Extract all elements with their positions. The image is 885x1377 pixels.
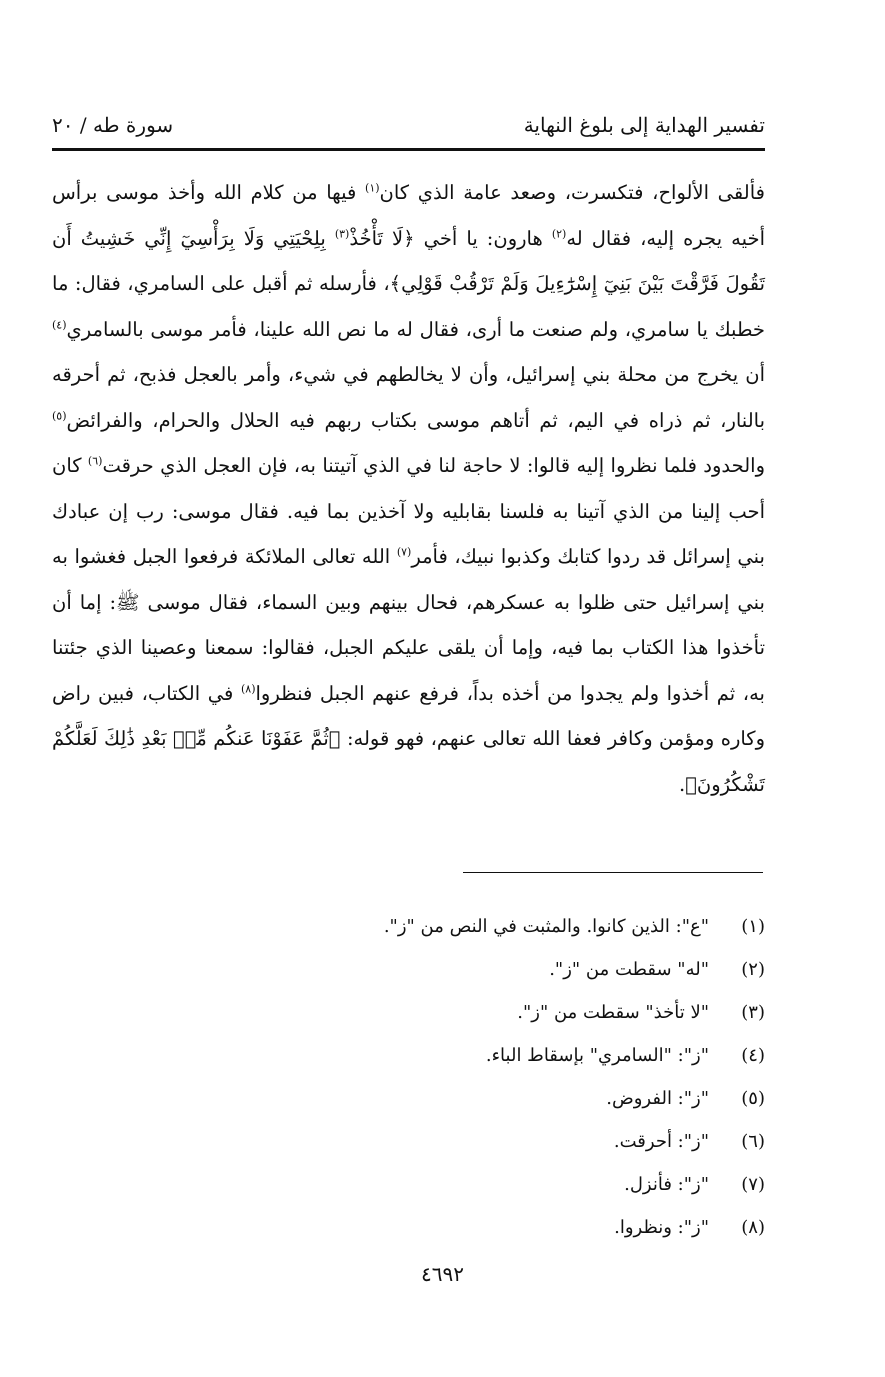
text-segment: أن يخرج من محلة بني إسرائيل، وأن لا يخالطهم في شيء، وأمر بالعجل فذبح، ثم أحرقه بالنار، ثم ذراه في اليم، ثم أتاهم موسى بكتاب ربهم فيه الحلال والحرام، والفرائض bbox=[52, 363, 765, 432]
text-segment: هارون: يا أخي ﴿لَا تَأْخُذْ bbox=[349, 226, 552, 250]
footnote-number: (٢) bbox=[741, 959, 765, 980]
footnote-ref: (٣) bbox=[334, 227, 350, 240]
main-text bbox=[52, 170, 765, 807]
footnote-item bbox=[200, 991, 765, 1034]
footnote-ref: (٢) bbox=[551, 227, 567, 240]
footnote-number: (٦) bbox=[741, 1131, 765, 1152]
main-paragraph bbox=[52, 170, 765, 807]
text-segment: بِلِحْيَتِي وَلَا بِرَأْسِيٓ إِنِّي خَشِيتُ أَن تَقُولَ فَرَّقْتَ بَيْنَ بَنِيٓ إِسْرَٰٓءِيلَ وَلَمْ تَرْقُبْ قَوْلِي﴾، فأرسله ثم أقبل على السامري، فقال: ما خطبك يا سامري، ولم صنعت ما أرى، فقال له ما نص الله علينا، فأمر موسى بالسامري bbox=[52, 226, 765, 341]
footnote-text: "ز": ونظروا. bbox=[614, 1217, 709, 1238]
footnote-text: "ز": أحرقت. bbox=[613, 1131, 709, 1152]
text-segment: فيها من كلام الله وأخذ موسى برأس أخيه يجره إليه، فقال له bbox=[52, 181, 765, 250]
text-segment: الله تعالى الملائكة فرفعوا الجبل فغشوا به بني إسرائيل حتى ظلوا به عسكرهم، فحال بينهم وبين السماء، فقال موسى ﷺ: إما أن تأخذوا هذا الكتاب بما فيه، وإما أن يلقى عليكم الجبل، فقالوا: سمعنا وعصينا الذي جئتنا به، ثم أخذوا ولم يجدوا من أخذه بداً، فرفع عنهم الجبل فنظروا bbox=[52, 545, 765, 705]
footnote-number: (٣) bbox=[741, 1002, 765, 1023]
footnote-separator bbox=[463, 872, 763, 873]
book-title: تفسير الهداية إلى بلوغ النهاية bbox=[523, 113, 765, 137]
text-segment: كان أحب إلينا من الذي آتينا به فلسنا بقابليه ولا آخذين بما فيه. فقال موسى: رب إن عبادك بني إسرائل قد ردوا كتابك وكذبوا نبيك، فأمر bbox=[52, 454, 765, 568]
text-segment: فألقى الألواح، فتكسرت، وصعد عامة الذي كان bbox=[379, 181, 765, 204]
footnote-number: (٧) bbox=[741, 1174, 765, 1195]
text-segment: والحدود فلما نظروا إليه قالوا: لا حاجة لنا في الذي آتيتنا به، فإن العجل الذي حرقت bbox=[102, 454, 765, 477]
footnote-item bbox=[200, 905, 765, 948]
footnote-number: (٤) bbox=[741, 1045, 765, 1066]
header-rule bbox=[52, 148, 765, 151]
footnote-item bbox=[200, 1120, 765, 1163]
running-header bbox=[52, 108, 765, 142]
footnote-text: "ز": "السامري" بإسقاط الباء. bbox=[485, 1045, 709, 1066]
footnote-ref: (٤) bbox=[52, 318, 67, 331]
footnote-item bbox=[200, 948, 765, 991]
footnote-item bbox=[200, 1077, 765, 1120]
page-number: ٤٦٩٢ bbox=[421, 1262, 464, 1286]
footnote-ref: (٦) bbox=[87, 454, 103, 468]
footnote-number: (٥) bbox=[741, 1088, 765, 1109]
footnote-number: (٨) bbox=[741, 1217, 765, 1238]
footnote-ref: (٨) bbox=[240, 682, 256, 695]
footnote-text: "ز": الفروض. bbox=[606, 1088, 709, 1109]
footnote-number: (١) bbox=[741, 916, 765, 937]
footnote-text: "ع": الذين كانوا. والمثبت في النص من "ز". bbox=[383, 916, 709, 937]
footnote-ref: (٥) bbox=[52, 409, 67, 422]
footnote-item bbox=[200, 1163, 765, 1206]
footnote-ref: (١) bbox=[365, 181, 380, 195]
surah-label: سورة طه / ٢٠ bbox=[52, 113, 174, 137]
footnote-text: "له" سقطت من "ز". bbox=[549, 959, 709, 980]
footnote-item bbox=[200, 1206, 765, 1249]
footnote-ref: (٧) bbox=[396, 545, 412, 559]
footnote-text: "ز": فأنزل. bbox=[624, 1174, 709, 1195]
footnote-item bbox=[200, 1034, 765, 1077]
footnote-text: "لا تأخذ" سقطت من "ز". bbox=[517, 1002, 709, 1023]
text-segment: في الكتاب، فبين راض وكاره ومؤمن وكافر فعفا الله تعالى عنهم، فهو قوله: ﴿ثُمَّ عَفَوْنَا عَنكُم مِّنۢ بَعْدِ ذَٰلِكَ لَعَلَّكُمْ تَشْكُرُونَ﴾. bbox=[52, 681, 765, 796]
footnotes-list bbox=[200, 905, 765, 1249]
